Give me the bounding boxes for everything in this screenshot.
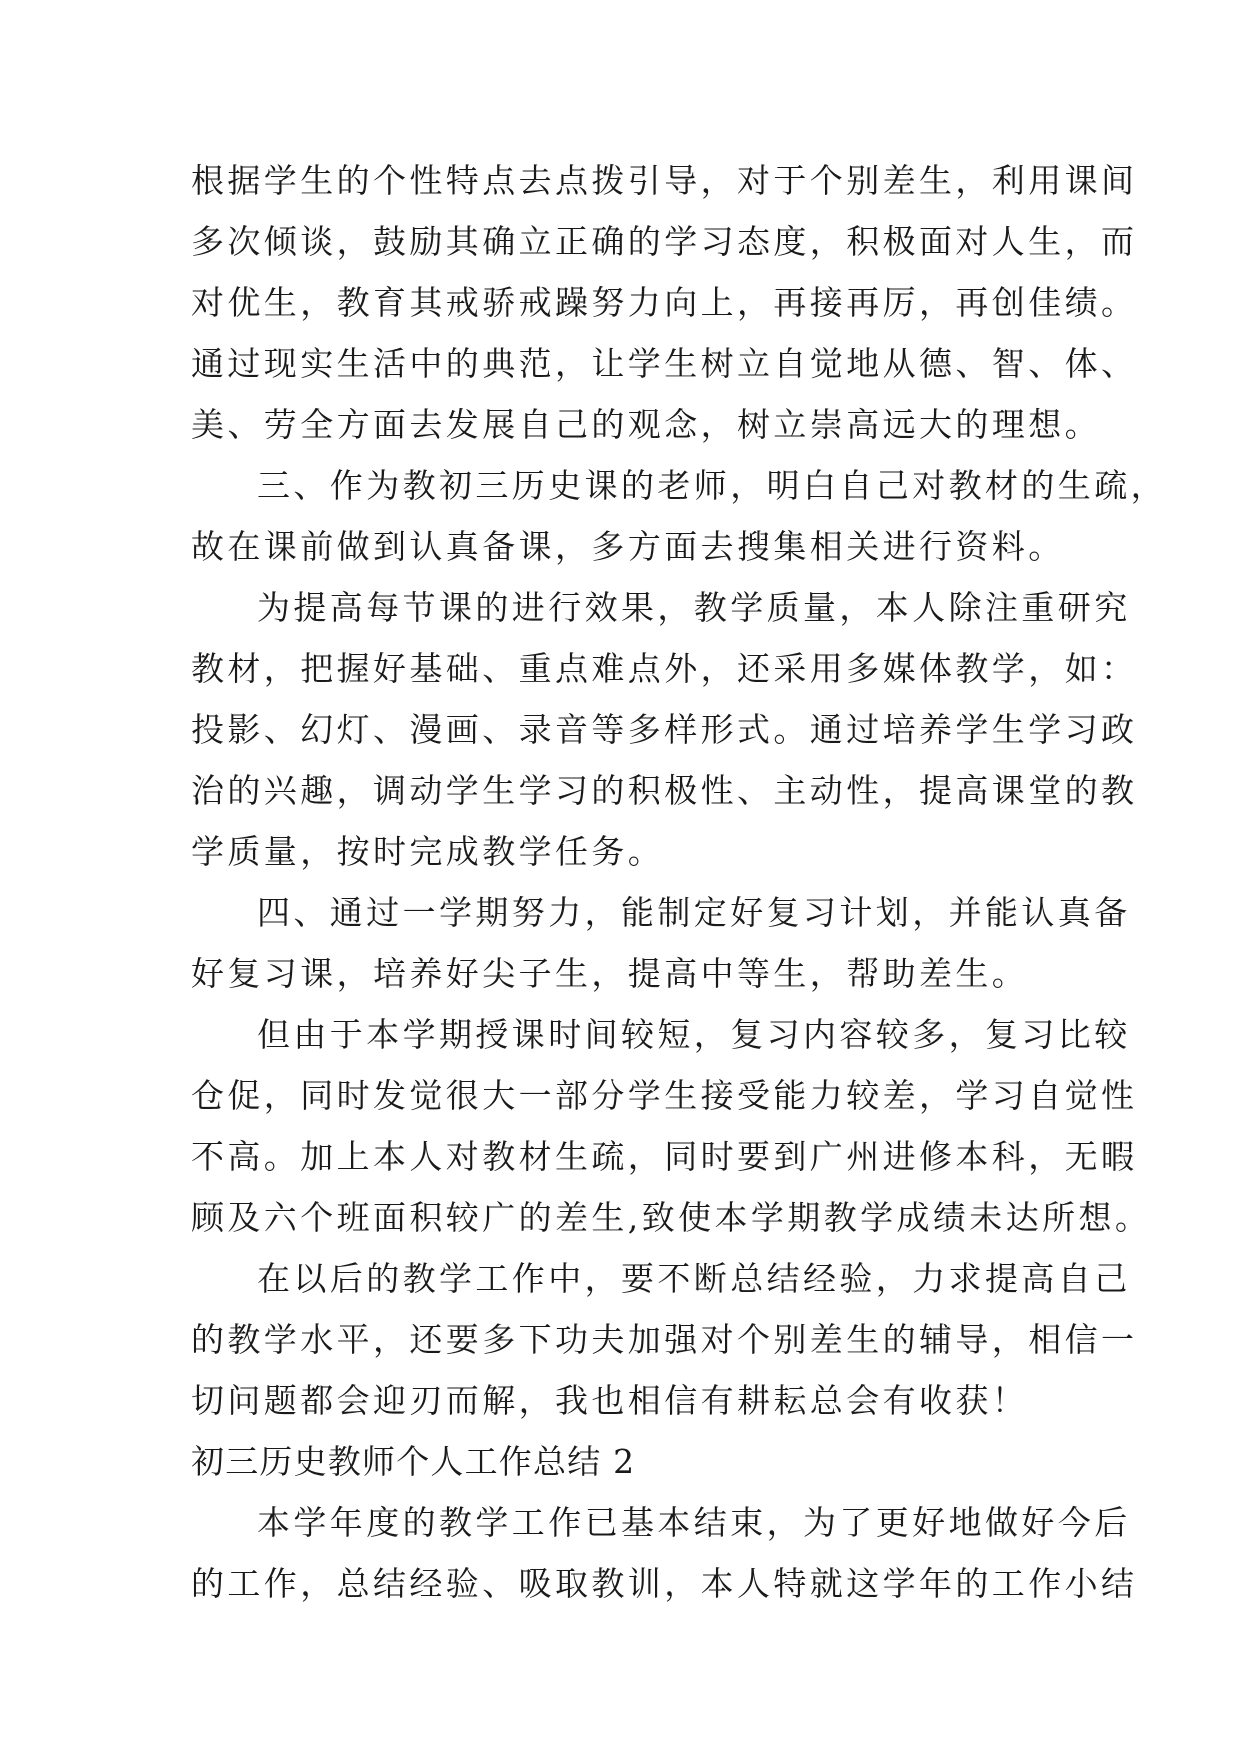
text-line: 故在课前做到认真备课，多方面去搜集相关进行资料。 (191, 527, 1065, 566)
text-line: 教材，把握好基础、重点难点外，还采用多媒体教学，如： (191, 649, 1138, 688)
text-line: 多次倾谈，鼓励其确立正确的学习态度，积极面对人生，而 (191, 222, 1138, 261)
paragraph-start-line: 三、作为教初三历史课的老师，明白自己对教材的生疏， (257, 466, 1167, 505)
text-line: 仓促，同时发觉很大一部分学生接受能力较差，学习自觉性 (191, 1076, 1138, 1115)
text-line: 投影、幻灯、漫画、录音等多样形式。通过培养学生学习政 (191, 710, 1138, 749)
text-line: 美、劳全方面去发展自己的观念，树立崇高远大的理想。 (191, 405, 1101, 444)
text-line: 顾及六个班面积较广的差生,致使本学期教学成绩未达所想。 (191, 1198, 1152, 1237)
text-line: 的教学水平，还要多下功夫加强对个别差生的辅导，相信一 (191, 1320, 1138, 1359)
text-line: 学质量，按时完成教学任务。 (191, 832, 665, 871)
text-line: 通过现实生活中的典范，让学生树立自觉地从德、智、体、 (191, 344, 1138, 383)
paragraph-start-line: 本学年度的教学工作已基本结束，为了更好地做好今后 (257, 1503, 1131, 1542)
text-line: 的工作，总结经验、吸取教训，本人特就这学年的工作小结 (191, 1564, 1138, 1603)
paragraph-start-line: 在以后的教学工作中，要不断总结经验，力求提高自己 (257, 1259, 1131, 1298)
text-line: 治的兴趣，调动学生学习的积极性、主动性，提高课堂的教 (191, 771, 1138, 810)
text-line: 切问题都会迎刃而解，我也相信有耕耘总会有收获！ (191, 1381, 1029, 1420)
paragraph-start-line: 但由于本学期授课时间较短，复习内容较多，复习比较 (257, 1015, 1131, 1054)
document-page (191, 150, 1167, 1614)
text-line: 根据学生的个性特点去点拨引导，对于个别差生，利用课间 (191, 161, 1138, 200)
section-heading: 初三历史教师个人工作总结 2 (191, 1442, 636, 1481)
paragraph-start-line: 四、通过一学期努力，能制定好复习计划，并能认真备 (257, 893, 1131, 932)
text-line: 不高。加上本人对教材生疏，同时要到广州进修本科，无暇 (191, 1137, 1138, 1176)
text-line: 好复习课，培养好尖子生，提高中等生，帮助差生。 (191, 954, 1029, 993)
text-line: 对优生，教育其戒骄戒躁努力向上，再接再厉，再创佳绩。 (191, 283, 1138, 322)
paragraph-start-line: 为提高每节课的进行效果，教学质量，本人除注重研究 (257, 588, 1131, 627)
